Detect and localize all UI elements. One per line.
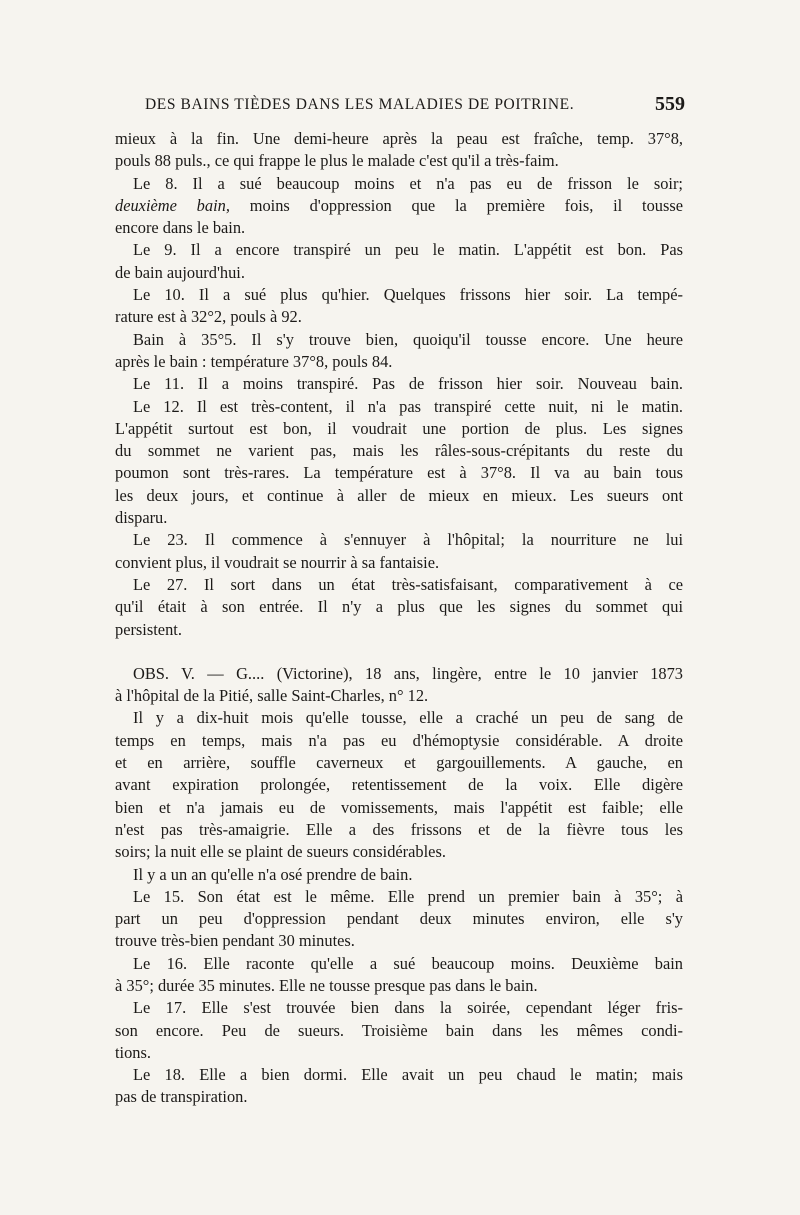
body-text — [115, 128, 683, 1109]
text-line: encore dans le bain. — [115, 218, 246, 238]
text-line: Le 12. Il est très-content, il n'a pas transpiré cette nuit, ni le matin. — [133, 396, 683, 416]
text-line: qu'il était à son entrée. Il n'y a plus que les signes du sommet qui — [115, 597, 683, 617]
text-line: OBS. V. — G.... (Victorine), 18 ans, lingère, entre le 10 janvier 1873 — [133, 663, 683, 683]
text-line: temps en temps, mais n'a pas eu d'hémoptysie considérable. A droite — [115, 730, 683, 750]
text-line: et en arrière, souffle caverneux et gargouillements. A gauche, en — [115, 753, 683, 773]
text-line: du sommet ne varient pas, mais les râles-sous-crépitants du reste du — [115, 441, 683, 461]
text-line: Le 9. Il a encore transpiré un peu le matin. L'appétit est bon. Pas — [133, 240, 683, 260]
text-line: à l'hôpital de la Pitié, salle Saint-Charles, n° 12. — [115, 686, 429, 706]
text-line: Le 23. Il commence à s'ennuyer à l'hôpital; la nourriture ne lui — [133, 530, 683, 550]
text-line: persistent. — [115, 619, 182, 639]
text-line: rature est à 32°2, pouls à 92. — [115, 307, 302, 327]
text-line: L'appétit surtout est bon, il voudrait une portion de plus. Les signes — [115, 418, 683, 438]
text-line: n'est pas très-amaigrie. Elle a des frissons et de la fièvre tous les — [115, 819, 683, 839]
text-line: mieux à la fin. Une demi-heure après la peau est fraîche, temp. 37°8, — [115, 129, 683, 148]
text-line: poumon sont très-rares. La température est à 37°8. Il va au bain tous — [115, 463, 683, 483]
text-line: son encore. Peu de sueurs. Troisième bain dans les mêmes condi- — [115, 1020, 683, 1040]
text-line: les deux jours, et continue à aller de mieux en mieux. Les sueurs ont — [115, 485, 683, 505]
text-line: Le 18. Elle a bien dormi. Elle avait un peu chaud le matin; mais — [133, 1065, 683, 1085]
text-line: Il y a un an qu'elle n'a osé prendre de bain. — [133, 864, 413, 884]
text-line: pas de transpiration. — [115, 1087, 248, 1107]
text-line: Le 8. Il a sué beaucoup moins et n'a pas eu de frisson le soir; — [133, 173, 683, 193]
text-line: pouls 88 puls., ce qui frappe le plus le malade c'est qu'il a très-faim. — [115, 151, 559, 171]
running-title: DES BAINS TIÈDES DANS LES MALADIES DE POITRINE. — [145, 96, 575, 113]
text-line: Il y a dix-huit mois qu'elle tousse, elle a craché un peu de sang de — [133, 708, 683, 728]
text-line: Le 17. Elle s'est trouvée bien dans la soirée, cependant léger fris- — [133, 998, 683, 1018]
text-line: après le bain : température 37°8, pouls 84. — [115, 351, 393, 371]
text-line: soirs; la nuit elle se plaint de sueurs considérables. — [115, 842, 446, 862]
text-line: Le 15. Son état est le même. Elle prend un premier bain à 35°; à — [133, 886, 683, 906]
text-line: Le 27. Il sort dans un état très-satisfaisant, comparativement à ce — [133, 574, 683, 594]
text-line: avant expiration prolongée, retentissement de la voix. Elle digère — [115, 775, 683, 795]
page-number: 559 — [655, 93, 685, 115]
text-line: à 35°; durée 35 minutes. Elle ne tousse presque pas dans le bain. — [115, 975, 538, 995]
running-header — [145, 93, 685, 118]
text-line: Le 11. Il a moins transpiré. Pas de frisson hier soir. Nouveau bain. — [133, 374, 683, 394]
text-line: bien et n'a jamais eu de vomissements, mais l'appétit est faible; elle — [115, 797, 683, 817]
text-line: part un peu d'oppression pendant deux minutes environ, elle s'y — [115, 909, 683, 929]
text-line: Le 10. Il a sué plus qu'hier. Quelques frissons hier soir. La tempé- — [133, 285, 683, 305]
text-line: trouve très-bien pendant 30 minutes. — [115, 931, 355, 951]
text-line: Le 16. Elle raconte qu'elle a sué beaucoup moins. Deuxième bain — [133, 953, 683, 973]
text-line: convient plus, il voudrait se nourrir à sa fantaisie. — [115, 552, 440, 572]
text-line: de bain aujourd'hui. — [115, 262, 245, 282]
text-line: tions. — [115, 1042, 151, 1062]
paragraph-gap — [115, 641, 683, 663]
text-line: disparu. — [115, 508, 168, 528]
text-line: Bain à 35°5. Il s'y trouve bien, quoiqu'il tousse encore. Une heure — [133, 329, 683, 349]
text-line: deuxième bain, moins d'oppression que la première fois, il tousse — [115, 195, 683, 215]
